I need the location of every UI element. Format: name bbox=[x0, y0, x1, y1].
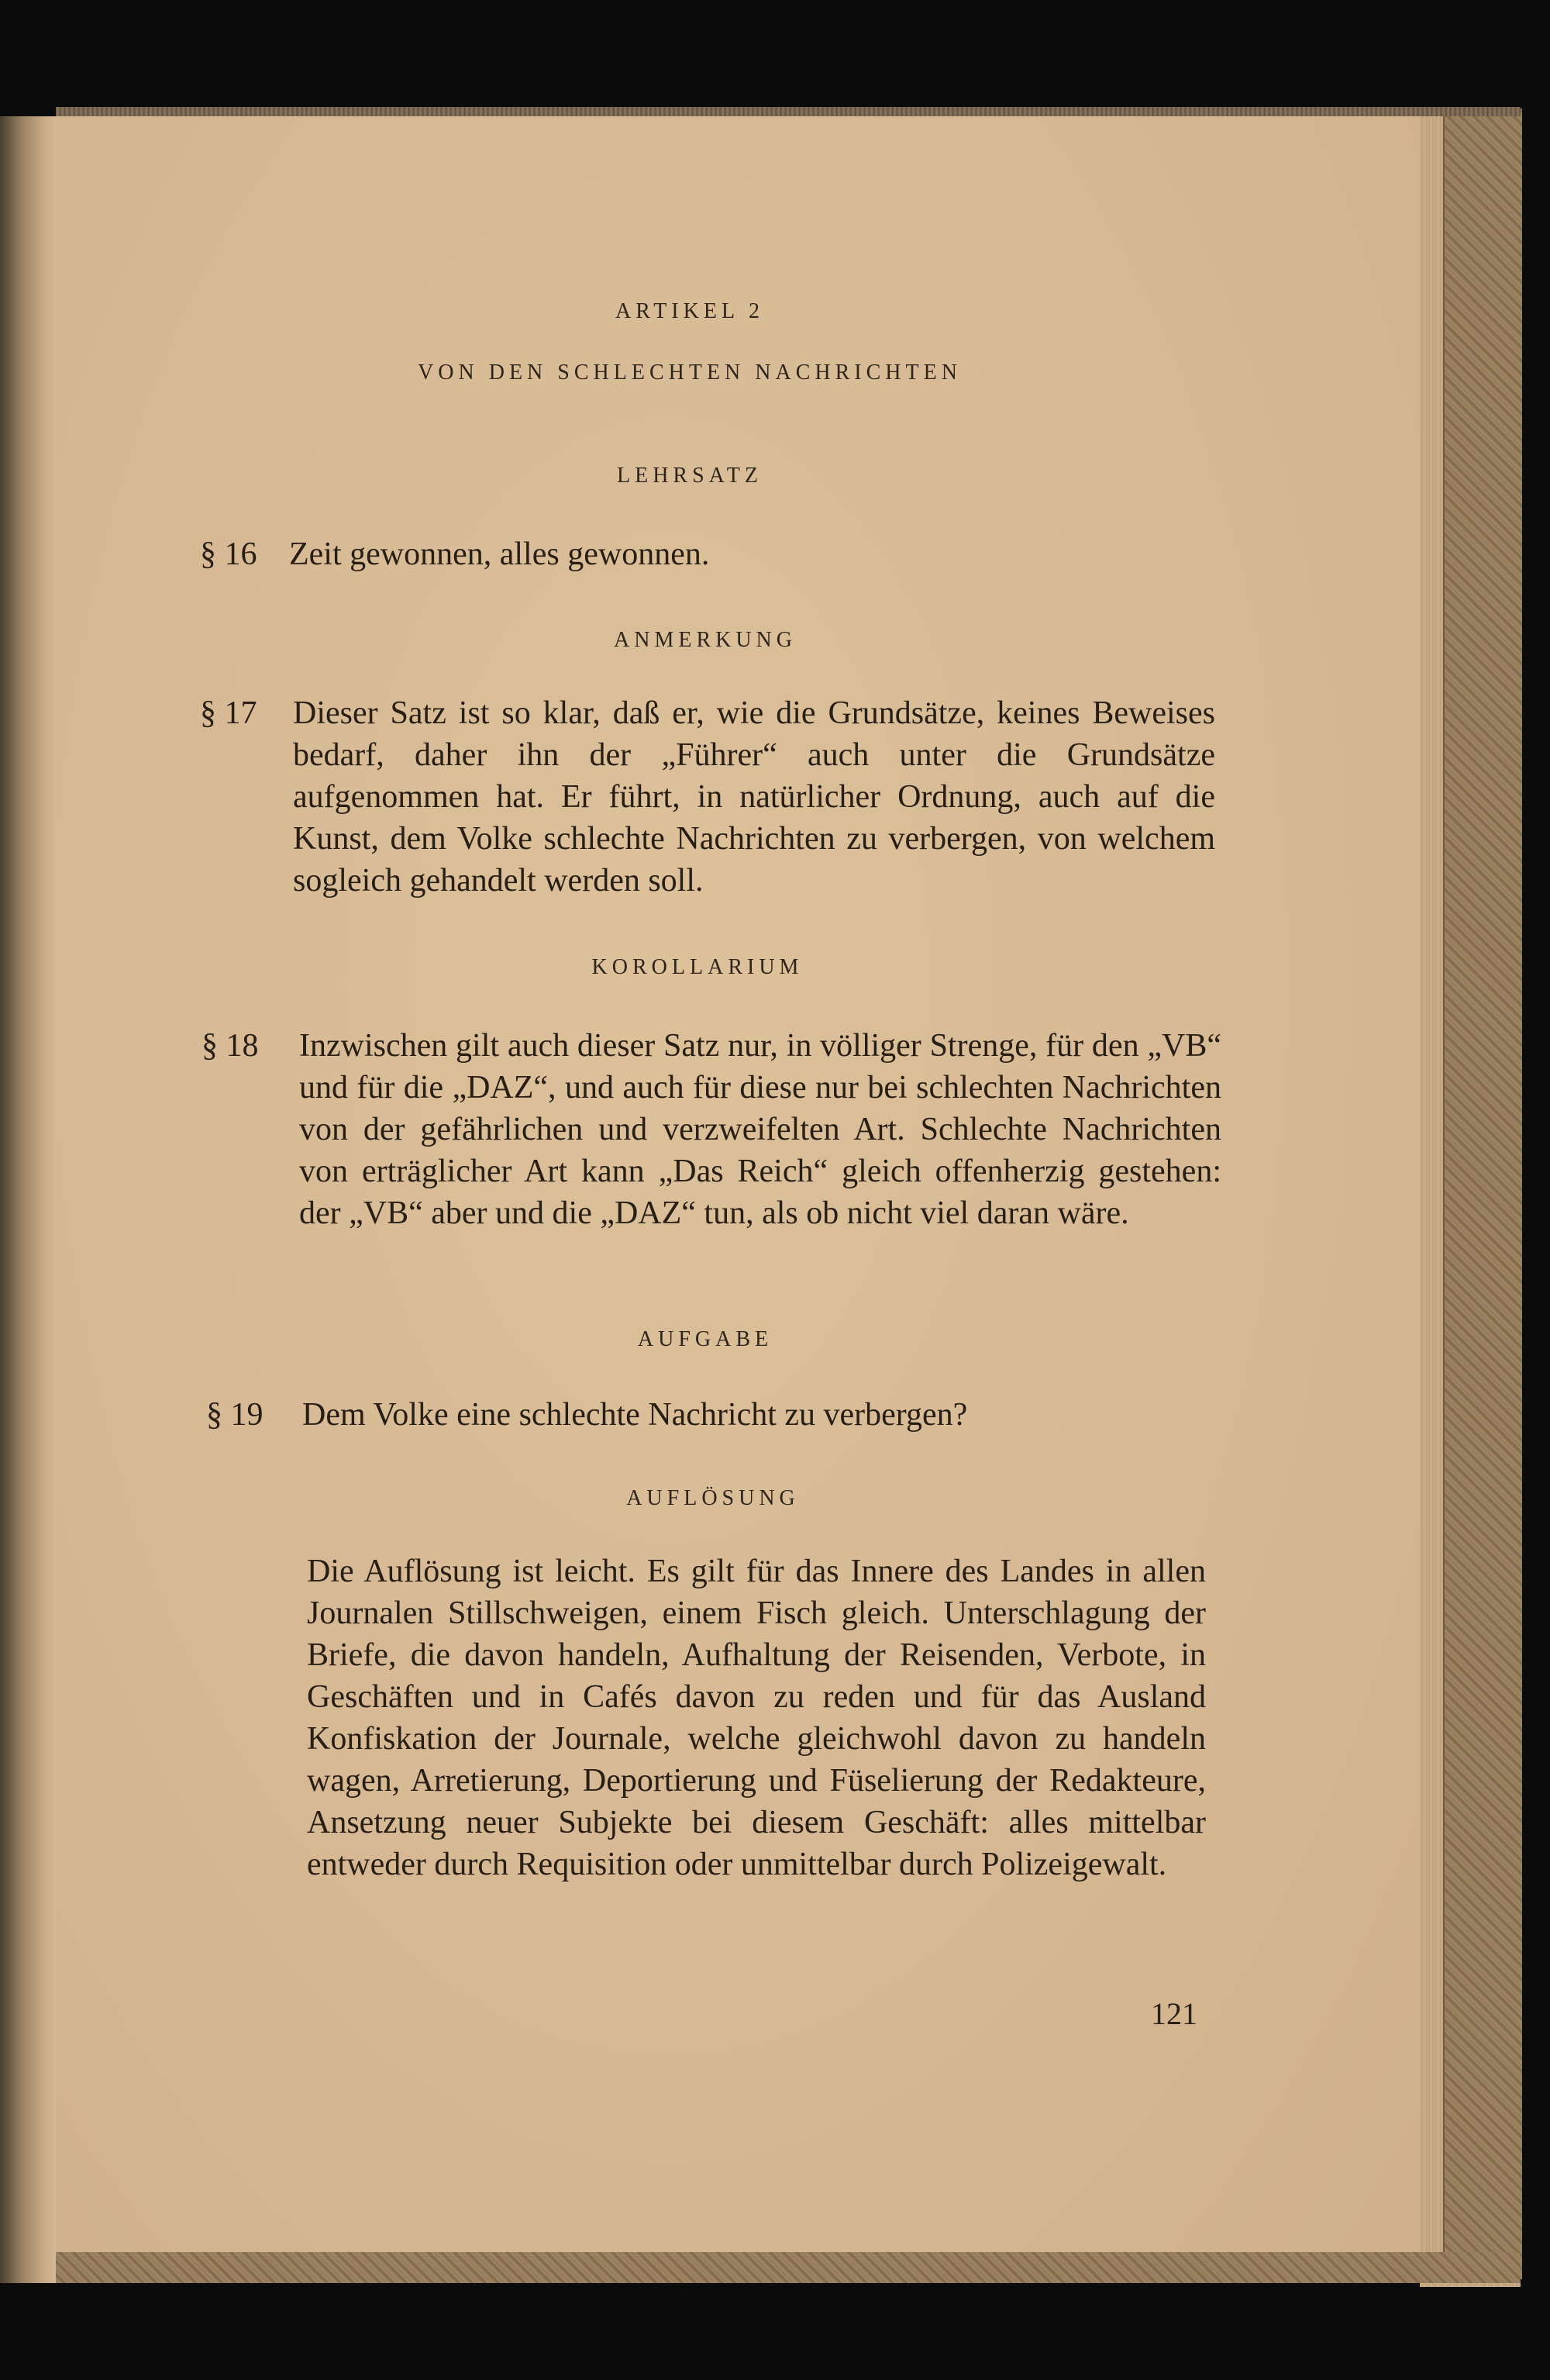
paragraph-number: § 17 bbox=[200, 695, 257, 731]
paragraph-text: Inzwischen gilt auch dieser Satz nur, in völliger Strenge, für den „VB“ und für die „DAZ“, und auch für diese nur bei schlechten Nachrichten von der gefährlichen und verzweifelten Art. Schlechte Nachrichten von erträglicher Art kann „Das Reich“ gleich offenherzig gestehen: der „VB“ aber und die „DAZ“ tun, als ob nicht viel daran wäre. bbox=[299, 1028, 1221, 1231]
cover-edge bbox=[1443, 109, 1522, 2279]
heading-aufgabe: AUFGABE bbox=[637, 1327, 773, 1351]
chapter-title: VON DEN SCHLECHTEN NACHRICHTEN bbox=[418, 360, 962, 385]
page-number: 121 bbox=[1151, 1996, 1197, 2031]
paragraph-text: Die Auflösung ist leicht. Es gilt für das Innere des Landes in allen Journalen Stillschweigen, einem Fisch gleich. Unterschlagung der Briefe, die davon handeln, Aufhaltung der Reisenden, Verbote, in Geschäften und in Cafés davon zu reden und für das Ausland Konfiskation der Journale, welche gleichwohl davon zu handeln wagen, Arretierung, Deportierung und Füselierung der Redakteure, Ansetzung neuer Subjekte bei diesem Geschäft: alles mittelbar entweder durch Requisition oder unmittelbar durch Polizeigewalt. bbox=[307, 1554, 1206, 1882]
paragraph-text: Zeit gewonnen, alles gewonnen. bbox=[289, 536, 710, 572]
heading-anmerkung: ANMERKUNG bbox=[614, 628, 797, 652]
book-spine-shadow bbox=[0, 116, 56, 2283]
heading-korollarium: KOROLLARIUM bbox=[591, 955, 804, 979]
paragraph-text: Dieser Satz ist so klar, daß er, wie die Grundsätze, keines Beweises bedarf, daher ihn der „Führer“ auch unter die Grundsätze aufgenommen hat. Er führt, in natürlicher Ordnung, auch auf die Kunst, dem Volke schlechte Nachrichten zu verbergen, von welchem sogleich gehandelt werden soll. bbox=[293, 695, 1215, 899]
cover-bottom-edge bbox=[56, 2252, 1521, 2283]
heading-aufloesung: AUFLÖSUNG bbox=[626, 1486, 800, 1510]
heading-lehrsatz: LEHRSATZ bbox=[617, 464, 763, 488]
paragraph-number: § 16 bbox=[200, 536, 257, 572]
article-title: ARTIKEL 2 bbox=[615, 299, 765, 323]
paragraph-number: § 19 bbox=[206, 1397, 264, 1433]
cover-top-edge bbox=[56, 107, 1521, 116]
paragraph-text: Dem Volke eine schlechte Nachricht zu verbergen? bbox=[302, 1397, 968, 1433]
paragraph-number: § 18 bbox=[202, 1028, 259, 1064]
